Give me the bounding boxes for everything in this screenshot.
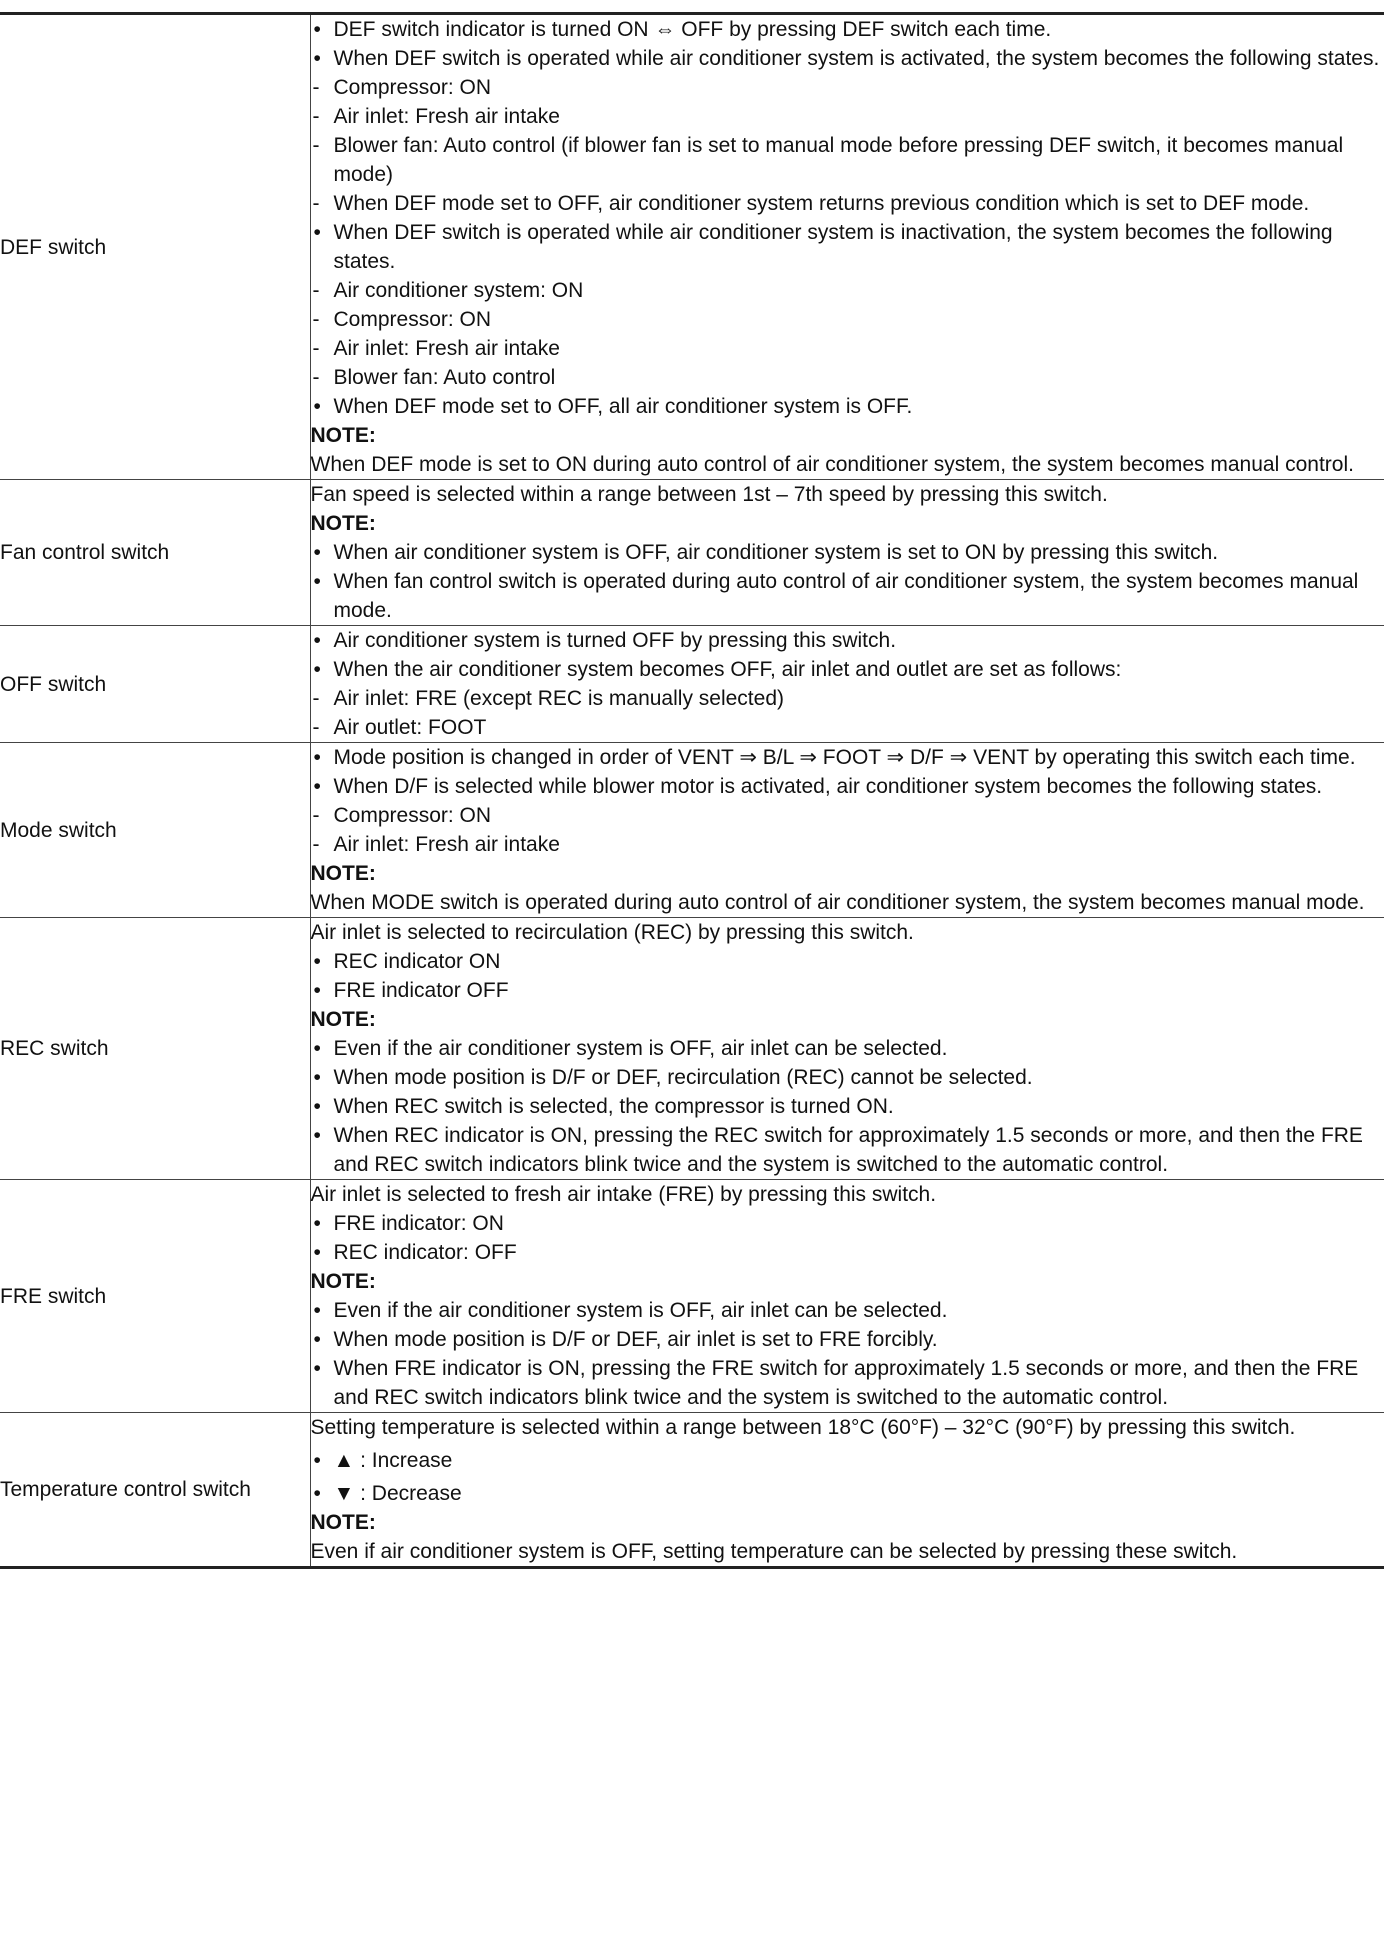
dash-item: - Air inlet: Fresh air intake: [311, 102, 1385, 131]
table-row: [0, 1413, 1384, 1568]
paragraph-line: Even if air conditioner system is OFF, setting temperature can be selected by pressing these switch.: [310, 1540, 1238, 1563]
bullet-item: • Air conditioner system is turned OFF by pressing this switch.: [311, 626, 1385, 655]
dash-item: - When DEF mode set to OFF, air conditioner system returns previous condition which is set to DEF mode.: [311, 189, 1385, 218]
paragraph-line: Fan speed is selected within a range between 1st – 7th speed by pressing this switch.: [310, 483, 1108, 506]
bullet-item: • When FRE indicator is ON, pressing the FRE switch for approximately 1.5 seconds or more, and then the FRE and REC switch indicators blink twice and the system is switched to the automatic control.: [311, 1354, 1385, 1412]
switch-name: Fan control switch: [0, 480, 310, 626]
switch-description: [310, 1413, 1384, 1568]
paragraph-line: When MODE switch is operated during auto control of air conditioner system, the system becomes manual mode.: [310, 891, 1365, 914]
table-row: [0, 480, 1384, 626]
dash-item: - Compressor: ON: [311, 305, 1385, 334]
bullet-item: • When DEF switch is operated while air conditioner system is activated, the system becomes the following states.: [311, 44, 1385, 73]
table-row: [0, 918, 1384, 1180]
dash-item: - Air inlet: Fresh air intake: [311, 334, 1385, 363]
switch-description: [310, 918, 1384, 1180]
bullet-item: • FRE indicator OFF: [311, 976, 1385, 1005]
dash-item: - Blower fan: Auto control (if blower fan is set to manual mode before pressing DEF switch, it becomes manual mode): [311, 131, 1385, 189]
dash-item: - Air inlet: Fresh air intake: [311, 830, 1385, 859]
bullet-item: • Mode position is changed in order of VENT ⇒ B/L ⇒ FOOT ⇒ D/F ⇒ VENT by operating this switch each time.: [311, 743, 1385, 772]
dash-item: - Air inlet: FRE (except REC is manually selected): [311, 684, 1385, 713]
paragraph-line: Air inlet is selected to fresh air intake (FRE) by pressing this switch.: [310, 1183, 937, 1206]
bullet-item: • Even if the air conditioner system is OFF, air inlet can be selected.: [311, 1034, 1385, 1063]
bullet-item: • When REC indicator is ON, pressing the REC switch for approximately 1.5 seconds or more, and then the FRE and REC switch indicators blink twice and the system is switched to the automatic control.: [311, 1121, 1385, 1179]
note-label: NOTE:: [310, 862, 376, 885]
switch-description: [310, 743, 1384, 918]
bullet-item: • When DEF mode set to OFF, all air conditioner system is OFF.: [311, 392, 1385, 421]
bullet-item: • Even if the air conditioner system is OFF, air inlet can be selected.: [311, 1296, 1385, 1325]
table-body: [0, 14, 1384, 1568]
switch-function-table: [0, 12, 1384, 1569]
bullet-item: • When mode position is D/F or DEF, air inlet is set to FRE forcibly.: [311, 1325, 1385, 1354]
bullet-item: • FRE indicator: ON: [311, 1209, 1385, 1238]
bullet-item: • When DEF switch is operated while air conditioner system is inactivation, the system becomes the following states.: [311, 218, 1385, 276]
dash-item: - Air conditioner system: ON: [311, 276, 1385, 305]
switch-name: OFF switch: [0, 626, 310, 743]
paragraph-line: Air inlet is selected to recirculation (REC) by pressing this switch.: [310, 921, 914, 944]
bullet-item: • ▼ : Decrease: [311, 1479, 1385, 1508]
dash-item: - Compressor: ON: [311, 73, 1385, 102]
switch-description: [310, 626, 1384, 743]
table-row: [0, 14, 1384, 480]
bullet-item: • When D/F is selected while blower motor is activated, air conditioner system becomes the following states.: [311, 772, 1385, 801]
bullet-item: • When REC switch is selected, the compressor is turned ON.: [311, 1092, 1385, 1121]
note-label: NOTE:: [310, 1511, 376, 1534]
switch-name: DEF switch: [0, 14, 310, 480]
switch-name: REC switch: [0, 918, 310, 1180]
bullet-item: • When the air conditioner system becomes OFF, air inlet and outlet are set as follows:: [311, 655, 1385, 684]
table-row: [0, 743, 1384, 918]
note-label: NOTE:: [310, 1008, 376, 1031]
bullet-item: • When fan control switch is operated during auto control of air conditioner system, the system becomes manual mode.: [311, 567, 1385, 625]
bullet-item: • REC indicator ON: [311, 947, 1385, 976]
paragraph-line: Setting temperature is selected within a range between 18°C (60°F) – 32°C (90°F) by pressing this switch.: [310, 1416, 1296, 1439]
switch-name: Temperature control switch: [0, 1478, 251, 1501]
bullet-item: • When air conditioner system is OFF, air conditioner system is set to ON by pressing this switch.: [311, 538, 1385, 567]
note-label: NOTE:: [310, 1270, 376, 1293]
note-label: NOTE:: [310, 512, 376, 535]
bullet-item: • When mode position is D/F or DEF, recirculation (REC) cannot be selected.: [311, 1063, 1385, 1092]
switch-description: [310, 480, 1384, 626]
dash-item: - Air outlet: FOOT: [311, 713, 1385, 742]
dash-item: - Blower fan: Auto control: [311, 363, 1385, 392]
table-row: [0, 626, 1384, 743]
switch-name: FRE switch: [0, 1180, 310, 1413]
switch-name: Mode switch: [0, 743, 310, 918]
dash-item: - Compressor: ON: [311, 801, 1385, 830]
bullet-item: • ▲ : Increase: [311, 1446, 1385, 1475]
bullet-item: • DEF switch indicator is turned ON ⇔ OFF by pressing DEF switch each time.: [311, 15, 1385, 44]
note-label: NOTE:: [310, 424, 376, 447]
switch-description: [310, 1180, 1384, 1413]
switch-description: [310, 14, 1384, 480]
bullet-item: • REC indicator: OFF: [311, 1238, 1385, 1267]
table-row: [0, 1180, 1384, 1413]
paragraph-line: When DEF mode is set to ON during auto control of air conditioner system, the system becomes manual control.: [310, 453, 1354, 476]
